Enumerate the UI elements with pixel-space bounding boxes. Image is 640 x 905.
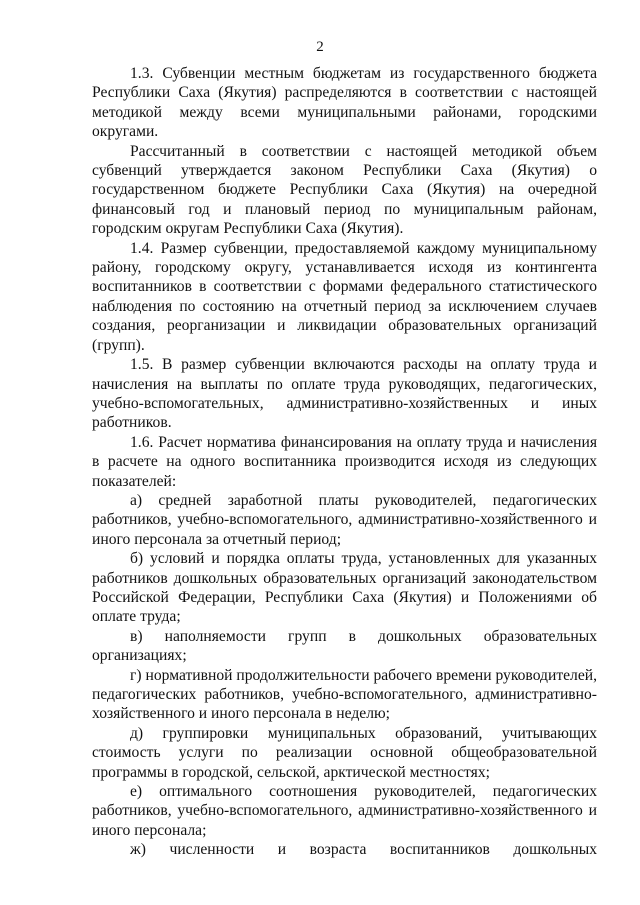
list-item-e: е) оптимального соотношения руководителей, педагогических работников, учебно-вспомогательного, административно-хозяйственного и иного персонала; [92, 783, 597, 839]
paragraph-1-3: 1.3. Субвенции местным бюджетам из государственного бюджета Республики Саха (Якутия) распределяются в соответствии с настоящей методикой между всеми муниципальными районами, городскими округами. [92, 65, 597, 141]
paragraph-1-4: 1.4. Размер субвенции, предоставляемой каждому муниципальному району, городскому округу, устанавливается исходя из контингента воспитанников в соответствии с формами федерального статистического наблюдения по состоянию на отчетный период за исключением случаев создания, реорганизации и ликвидации образовательных организаций (групп). [92, 239, 597, 354]
document-body [92, 64, 597, 860]
list-item-d: д) группировки муниципальных образований, учитывающих стоимость услуги по реализации основной общеобразовательной программы в городской, сельской, арктической местностях; [92, 724, 597, 781]
list-item-b: б) условий и порядка оплаты труда, установленных для указанных работников дошкольных образовательных организаций законодательством Российской Федерации, Республики Саха (Якутия) и Положениями об оплате труда; [92, 550, 597, 626]
paragraph-1-6: 1.6. Расчет норматива финансирования на оплату труда и начисления в расчете на одного воспитанника производится исходя из следующих показателей: [92, 433, 597, 490]
page-number: 2 [316, 39, 324, 55]
paragraph-subvention-volume: Рассчитанный в соответствии с настоящей методикой объем субвенций утверждается законом Республики Саха (Якутия) о государственном бюджете Республики Саха (Якутия) на очередной финансовый год и плановый период по муниципальным районам, городским округам Республики Саха (Якутия). [92, 142, 597, 238]
list-item-zh: ж) численности и возраста воспитанников дошкольных [130, 841, 597, 859]
list-item-g: г) нормативной продолжительности рабочего времени руководителей, педагогических работников, учебно-вспомогательного, административно-хозяйственного и иного персонала в неделю; [92, 666, 597, 723]
paragraph-1-5: 1.5. В размер субвенции включаются расходы на оплату труда и начисления на выплаты по оплате труда руководящих, педагогических, учебно-вспомогательных, административно-хозяйственных и иных работников. [92, 356, 597, 432]
list-item-a: а) средней заработной платы руководителей, педагогических работников, учебно-вспомогательного, административно-хозяйственного и иного персонала за отчетный период; [92, 491, 597, 548]
list-item-v: в) наполняемости групп в дошкольных образовательных организациях; [92, 627, 597, 665]
